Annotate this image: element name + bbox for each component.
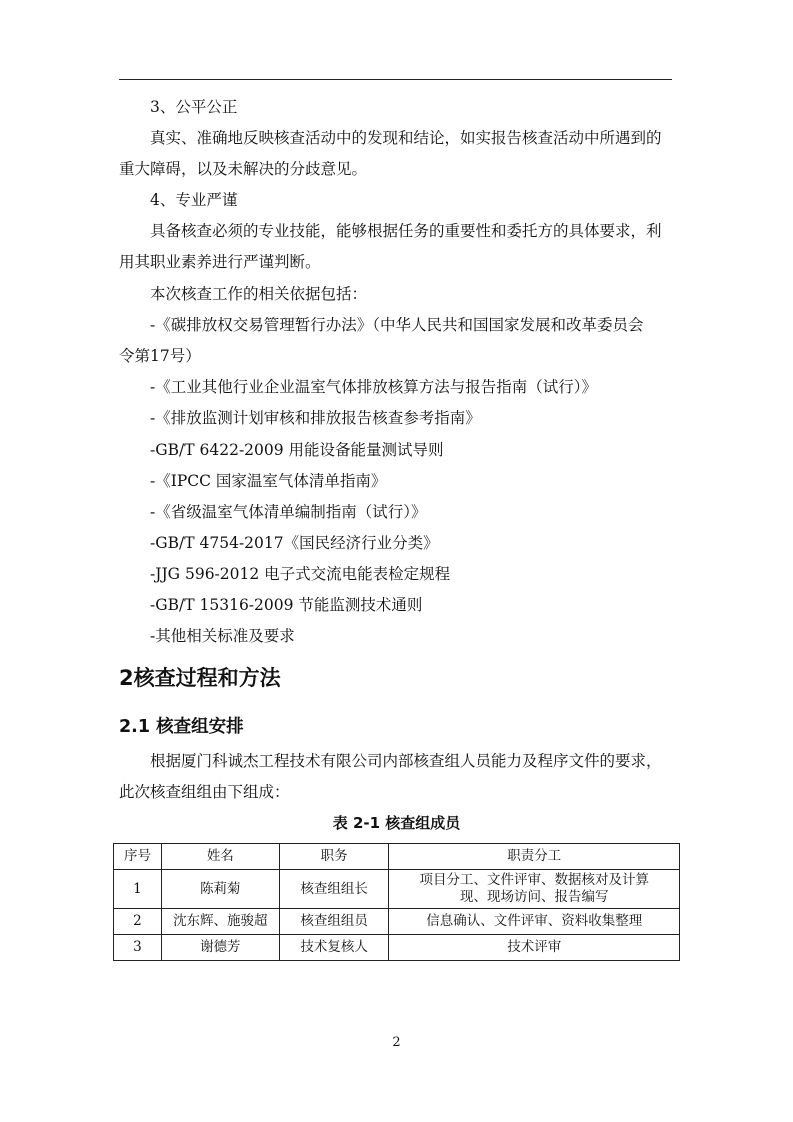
team-members-table xyxy=(113,843,680,961)
basis-item-continuation: 令第17号） xyxy=(119,347,201,365)
table-caption: 表 2-1 核查组成员 xyxy=(332,814,461,832)
table-cell: 2 xyxy=(114,909,162,935)
table-row xyxy=(114,909,680,935)
basis-item: -《IPCC 国家温室气体清单指南》 xyxy=(150,472,387,490)
column-header: 姓名 xyxy=(161,844,279,870)
table-cell: 谢德芳 xyxy=(161,935,279,961)
paragraph-line: 重大障碍，以及未解决的分歧意见。 xyxy=(119,160,368,178)
principle-3-title: 3、公平公正 xyxy=(150,98,238,116)
paragraph-line: 真实、准确地反映核查活动中的发现和结论，如实报告核查活动中所遇到的 xyxy=(150,129,662,147)
column-header: 序号 xyxy=(114,844,162,870)
table-cell: 陈莉菊 xyxy=(161,870,279,909)
table-cell: 项目分工、文件评审、数据核对及计算现、现场访问、报告编写 xyxy=(389,870,680,909)
table-cell: 1 xyxy=(114,870,162,909)
principle-4-title: 4、专业严谨 xyxy=(150,191,238,209)
paragraph-line: 具备核查必须的专业技能，能够根据任务的重要性和委托方的具体要求，利 xyxy=(150,222,662,240)
basis-item: -《碳排放权交易管理暂行办法》（中华人民共和国国家发展和改革委员会 xyxy=(150,316,644,334)
basis-intro: 本次核查工作的相关依据包括： xyxy=(150,285,368,303)
header-rule xyxy=(119,79,672,80)
basis-item: -《省级温室气体清单编制指南（试行）》 xyxy=(150,503,427,521)
page-number: 2 xyxy=(392,1035,401,1050)
basis-item: -GB/T 6422-2009 用能设备能量测试导则 xyxy=(150,441,444,459)
basis-item: -JJG 596-2012 电子式交流电能表检定规程 xyxy=(150,565,451,583)
paragraph-line: 用其职业素养进行严谨判断。 xyxy=(119,253,321,271)
basis-item: -GB/T 4754-2017《国民经济行业分类》 xyxy=(150,534,439,552)
section-heading: 2核查过程和方法 xyxy=(119,666,281,690)
table-header-row xyxy=(114,844,680,870)
table-cell: 沈东辉、施骏超 xyxy=(161,909,279,935)
table-cell: 技术评审 xyxy=(389,935,680,961)
column-header: 职责分工 xyxy=(389,844,680,870)
table-cell: 信息确认、文件评审、资料收集整理 xyxy=(389,909,680,935)
basis-item: -GB/T 15316-2009 节能监测技术通则 xyxy=(150,596,423,614)
table-row xyxy=(114,870,680,909)
table-cell: 核查组组员 xyxy=(279,909,389,935)
subsection-heading: 2.1 核查组安排 xyxy=(119,717,244,737)
table-cell: 核查组组长 xyxy=(279,870,389,909)
basis-item: -《排放监测计划审核和排放报告核查参考指南》 xyxy=(150,409,481,427)
table-cell: 3 xyxy=(114,935,162,961)
column-header: 职务 xyxy=(279,844,389,870)
section-intro-line: 根据厦门科诚杰工程技术有限公司内部核查组人员能力及程序文件的要求， xyxy=(150,752,662,770)
section-intro-line: 此次核查组组由下组成： xyxy=(119,783,290,801)
table-row xyxy=(114,935,680,961)
table-cell: 技术复核人 xyxy=(279,935,389,961)
basis-item: -其他相关标准及要求 xyxy=(150,627,295,645)
basis-item: -《工业其他行业企业温室气体排放核算方法与报告指南（试行）》 xyxy=(150,378,597,396)
